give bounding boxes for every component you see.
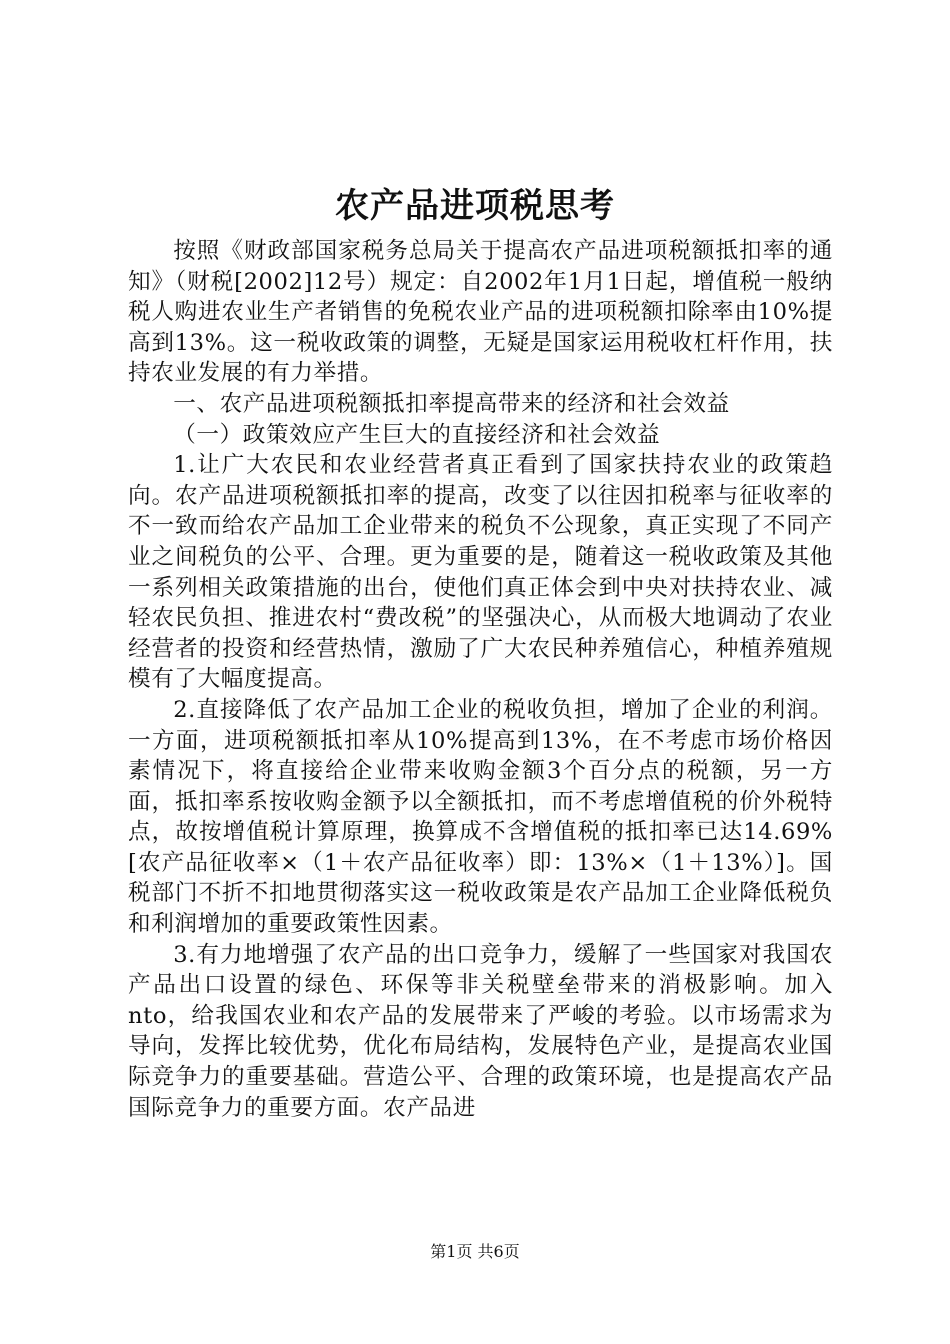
- paragraph-point-2: 2.直接降低了农产品加工企业的税收负担，增加了企业的利润。一方面，进项税额抵扣率从10%提高到13%，在不考虑市场价格因素情况下，将直接给企业带来收购金额3个百分点的税额，另一方面，抵扣率系按收购金额予以全额抵扣，而不考虑增值税的价外税特点，故按增值税计算原理，换算成不含增值税的抵扣率已达14.69%[农产品征收率×（1＋农产品征收率）即：13%×（1＋13%）]。国税部门不折不扣地贯彻落实这一税收政策是农产品加工企业降低税负和利润增加的重要政策性因素。: [128, 696, 833, 938]
- paragraph-point-3: 3.有力地增强了农产品的出口竞争力，缓解了一些国家对我国农产品出口设置的绿色、环保等非关税壁垒带来的消极影响。加入nto，给我国农业和农产品的发展带来了严峻的考验。以市场需求为导向，发挥比较优势，优化布局结构，发展特色产业，是提高农业国际竞争力的重要基础。营造公平、合理的政策环境，也是提高农产品国际竞争力的重要方面。农产品进: [128, 941, 833, 1121]
- document-title: 农产品进项税思考: [335, 186, 615, 226]
- section-heading: 一、农产品进项税额抵扣率提高带来的经济和社会效益: [173, 390, 730, 417]
- subsection-heading: （一）政策效应产生巨大的直接经济和社会效益: [173, 421, 661, 448]
- page-footer: 第1页 共6页: [430, 1242, 520, 1261]
- paragraph-intro: 按照《财政部国家税务总局关于提高农产品进项税额抵扣率的通知》（财税[2002]12号）规定：自2002年1月1日起，增值税一般纳税人购进农业生产者销售的免税农业产品的进项税额扣除率由10%提高到13%。这一税收政策的调整，无疑是国家运用税收杠杆作用，扶持农业发展的有力举措。: [128, 238, 833, 387]
- paragraph-point-1: 1.让广大农民和农业经营者真正看到了国家扶持农业的政策趋向。农产品进项税额抵扣率的提高，改变了以往因扣税率与征收率的不一致而给农产品加工企业带来的税负不公现象，真正实现了不同产业之间税负的公平、合理。更为重要的是，随着这一税收政策及其他一系列相关政策措施的出台，使他们真正体会到中央对扶持农业、减轻农民负担、推进农村“费改税”的坚强决心，从而极大地调动了农业经营者的投资和经营热情，激励了广大农民种养殖信心，种植养殖规模有了大幅度提高。: [128, 452, 833, 693]
- document-body: [128, 236, 833, 1123]
